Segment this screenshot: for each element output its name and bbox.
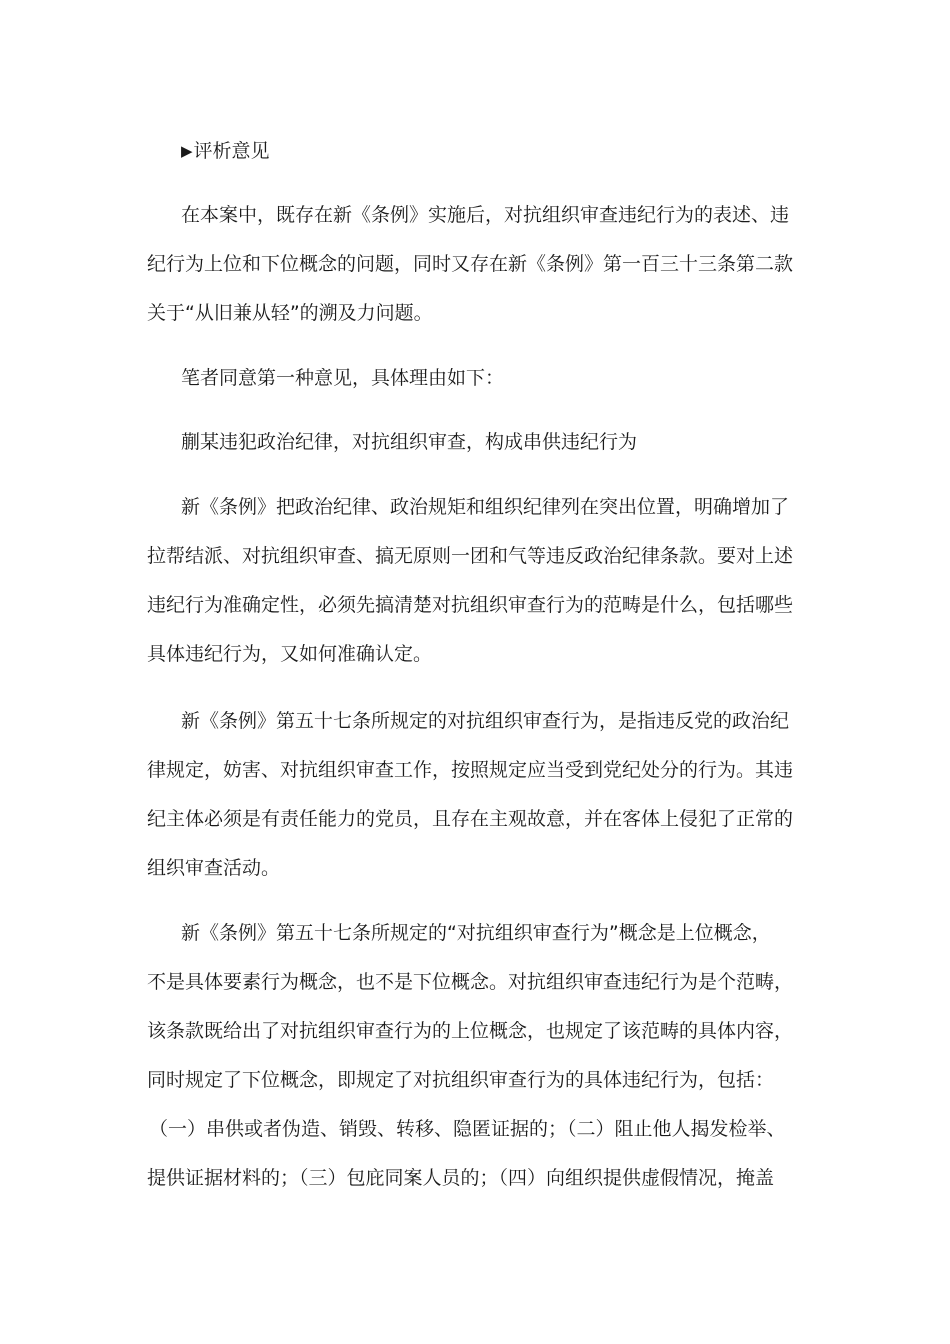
paragraph-line: 提供证据材料的；（三）包庇同案人员的；（四）向组织提供虚假情况，掩盖 [147, 1167, 775, 1189]
section-heading [181, 138, 802, 164]
paragraph-line: 该条款既给出了对抗组织审查行为的上位概念，也规定了该范畴的具体内容， [147, 1020, 794, 1042]
paragraph-line: 纪主体必须是有责任能力的党员，且存在主观故意，并在客体上侵犯了正常的 [147, 808, 794, 830]
paragraph-line: 在本案中，既存在新《条例》实施后，对抗组织审查违纪行为的表述、违 [181, 204, 790, 226]
paragraph-line: 拉帮结派、对抗组织审查、搞无原则一团和气等违反政治纪律条款。要对上述 [147, 545, 794, 567]
paragraph-line: 关于“从旧兼从轻”的溯及力问题。 [147, 302, 433, 324]
paragraph-line: 纪行为上位和下位概念的问题，同时又存在新《条例》第一百三十三条第二款 [147, 253, 794, 275]
subheading-line: 蒯某违犯政治纪律，对抗组织审查，构成串供违纪行为 [181, 431, 638, 453]
paragraph-line: 组织审查活动。 [147, 857, 281, 879]
paragraph-line: 新《条例》第五十七条所规定的对抗组织审查行为，是指违反党的政治纪 [181, 710, 790, 732]
paragraph-line: 笔者同意第一种意见，具体理由如下： [181, 367, 505, 389]
paragraph-line: （一）串供或者伪造、销毁、转移、隐匿证据的；（二）阻止他人揭发检举、 [149, 1118, 786, 1140]
paragraph-line: 新《条例》把政治纪律、政治规矩和组织纪律列在突出位置，明确增加了 [181, 496, 790, 518]
paragraph-line: 不是具体要素行为概念，也不是下位概念。对抗组织审查违纪行为是个范畴， [147, 971, 794, 993]
triangle-marker-icon: ▶ [181, 142, 193, 160]
paragraph-line: 律规定，妨害、对抗组织审查工作，按照规定应当受到党纪处分的行为。其违 [147, 759, 794, 781]
paragraph-line: 违纪行为准确定性，必须先搞清楚对抗组织审查行为的范畴是什么，包括哪些 [147, 594, 794, 616]
paragraph-line: 具体违纪行为，又如何准确认定。 [147, 643, 433, 665]
paragraph-line: 同时规定了下位概念，即规定了对抗组织审查行为的具体违纪行为，包括： [147, 1069, 775, 1091]
paragraph-line: 新《条例》第五十七条所规定的“对抗组织审查行为”概念是上位概念， [181, 922, 771, 944]
section-heading-text: 评析意见 [193, 140, 270, 162]
